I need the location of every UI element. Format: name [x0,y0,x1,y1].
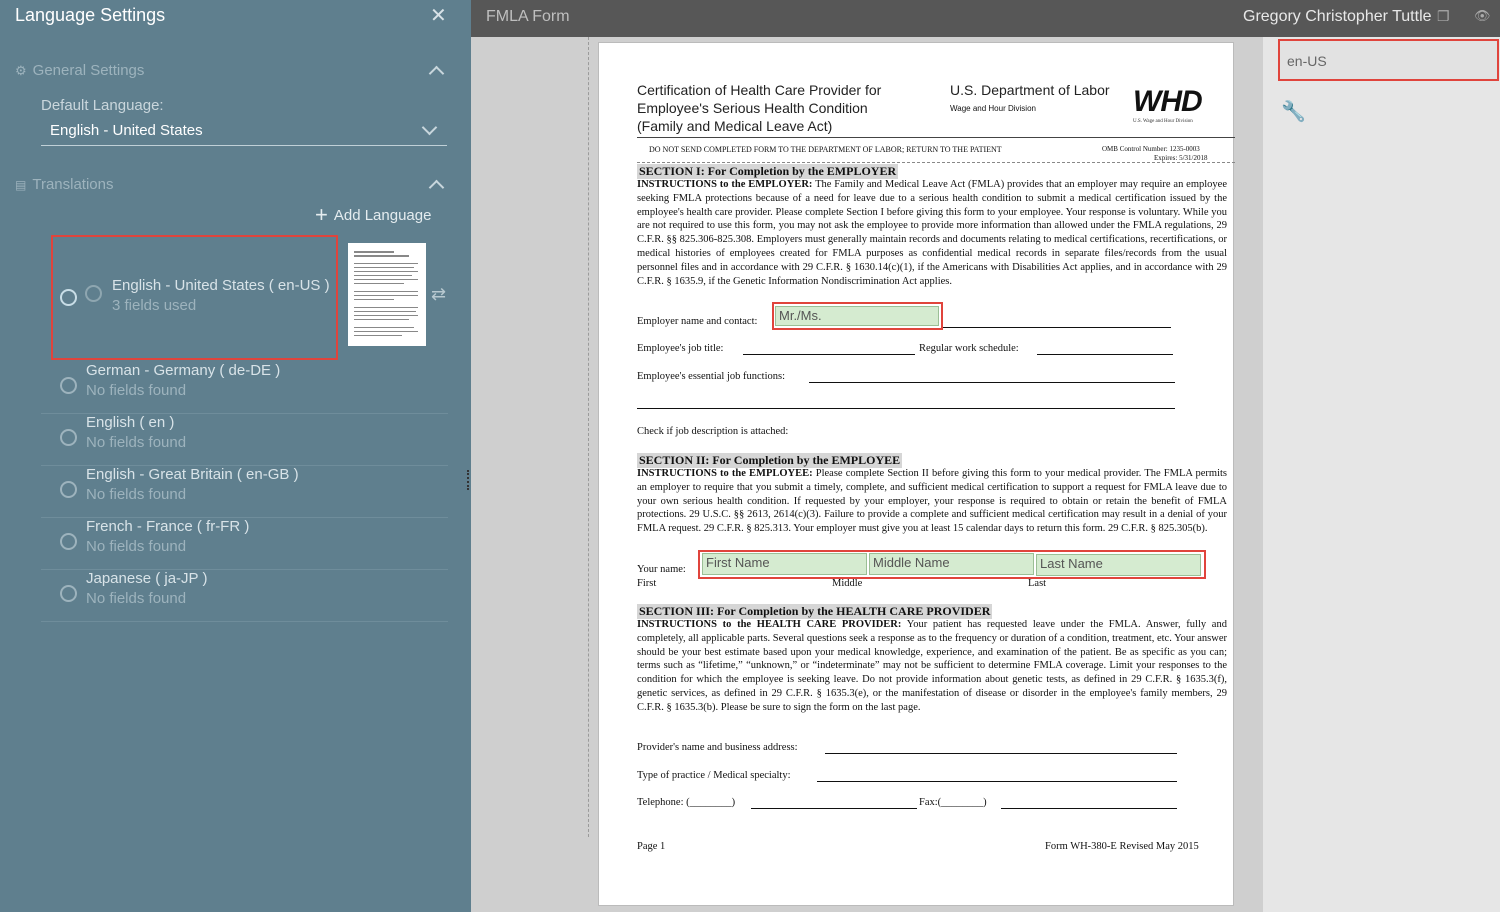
language-radio[interactable] [60,481,77,498]
language-name: French - France ( fr-FR ) [86,518,250,535]
collapse-general-icon[interactable] [429,66,445,82]
header-line: (Family and Medical Leave Act) [637,118,833,134]
chevron-down-icon [422,120,438,136]
expiry-date: Expires: 5/31/2018 [1154,154,1208,162]
user-name[interactable]: Gregory Christopher Tuttle [1243,8,1432,25]
last-caption: Last [1028,578,1047,589]
language-radio[interactable] [60,585,77,602]
language-row-en[interactable] [41,414,448,466]
middle-caption: Middle [832,578,863,589]
field-highlight [772,302,943,330]
top-bar [471,0,1500,37]
properties-panel [1263,37,1500,912]
return-notice: DO NOT SEND COMPLETED FORM TO THE DEPARTMENT OF LABOR; RETURN TO THE PATIENT [649,145,1002,154]
default-language-label: Default Language: [41,97,164,114]
provider-label: Provider's name and business address: [637,742,798,753]
section-3-instructions [637,618,1227,730]
general-settings-header[interactable] [15,62,144,79]
eye-icon[interactable]: 👁 [1474,8,1491,23]
collapse-translations-icon[interactable] [429,180,445,196]
section-1-lead: INSTRUCTIONS to the EMPLOYER: [637,179,813,190]
job-title-label: Employee's job title: [637,343,724,354]
practice-label: Type of practice / Medical specialty: [637,770,791,781]
language-fields-count: 3 fields used [112,297,197,314]
language-fields-count: No fields found [86,382,187,399]
language-name: Japanese ( ja-JP ) [86,570,208,587]
last-name-field[interactable]: Last Name [1036,554,1201,576]
form-thumbnail[interactable] [348,243,426,346]
language-radio[interactable] [60,429,77,446]
language-name: English - Great Britain ( en-GB ) [86,466,299,483]
fax-label: Fax:(________) [919,797,987,808]
wrench-icon[interactable]: 🔧 [1281,101,1306,123]
job-functions-label: Employee's essential job functions: [637,371,785,382]
language-row-en-gb[interactable] [41,466,448,518]
document-page [598,42,1234,906]
logo-subtitle: U.S. Wage and Hour Division [1133,119,1193,124]
panel-resize-handle[interactable] [467,470,470,490]
language-radio[interactable] [60,533,77,550]
plus-icon: + [315,202,328,227]
document-canvas [471,37,1263,912]
department-name: U.S. Department of Labor [950,82,1110,98]
translations-icon: ▤ [15,177,27,192]
form-title: FMLA Form [486,8,570,25]
add-language-label: Add Language [333,206,432,224]
locale-indicator[interactable] [1278,39,1499,81]
section-3-lead: INSTRUCTIONS to the HEALTH CARE PROVIDER: [637,619,902,630]
name-fields-highlight [698,550,1206,579]
language-fields-count: No fields found [86,486,187,503]
header-line: Employee's Serious Health Condition [637,100,868,116]
form-id: Form WH-380-E Revised May 2015 [1045,841,1199,852]
first-caption: First [637,578,657,589]
close-icon[interactable]: ✕ [430,5,447,27]
job-description-check-label: Check if job description is attached: [637,426,789,437]
locale-value: en-US [1287,53,1327,69]
language-fields-count: No fields found [86,434,187,451]
page-guide-line [588,37,591,837]
globe-icon [85,285,102,302]
telephone-label: Telephone: (________) [637,797,736,808]
language-row-en-us[interactable] [59,275,334,315]
language-radio-selected[interactable] [60,289,77,306]
language-name: German - Germany ( de-DE ) [86,362,281,379]
language-fields-count: No fields found [86,538,187,555]
default-language-select[interactable] [41,119,447,146]
translations-label: Translations [32,176,114,193]
middle-name-field[interactable]: Middle Name [869,553,1034,575]
section-2-heading: SECTION II: For Completion by the EMPLOYEE [639,453,901,467]
section-1-text: The Family and Medical Leave Act (FMLA) provides that an employer may require an employee seeking FMLA protections because of a need for leave due to a serious health condition to submit a medical certification issued by the employee's health care provider. Please complete Section I before giving this form to your employee. Your response is voluntary. While you are not required to use this form, you may not ask the employee to provide more information than allowed under the FMLA regulations, 29 C.F.R. §§ 825.306-825.308. Employers must generally maintain records and documents relating to medical certifications, recertifications, or medical histories of employees created for FMLA purposes as confidential medical records in separate files/records from the usual personnel files and in accordance with 29 C.F.R. § 1630.14(c)(1), if the Americans with Disabilities Act applies, and in accordance with 29 C.F.R. § 1635.9, if the Genetic Information Nondiscrimination Act applies. [637,179,1227,287]
general-settings-label: General Settings [32,62,145,79]
language-radio[interactable] [60,377,77,394]
form-header-title [637,81,881,135]
section-1-heading: SECTION I: For Completion by the EMPLOYER [639,164,897,178]
employer-name-field[interactable]: Mr./Ms. [775,306,939,326]
schedule-label: Regular work schedule: [919,343,1019,354]
page-number: Page 1 [637,841,666,852]
panel-title: Language Settings [15,5,166,25]
add-language-button[interactable] [315,202,432,227]
employer-label: Employer name and contact: [637,316,758,327]
language-name: English ( en ) [86,414,175,431]
first-name-field[interactable]: First Name [702,553,867,575]
your-name-label: Your name: [637,564,686,575]
language-settings-panel [0,0,471,912]
omb-number: OMB Control Number: 1235-0003 [1102,145,1200,153]
whd-logo: WHD [1133,85,1202,118]
translations-header[interactable] [15,176,114,193]
language-row-ja-jp[interactable] [41,570,448,622]
language-fields-count: No fields found [86,590,187,607]
gear-icon: ⚙ [15,62,27,78]
language-row-fr-fr[interactable] [41,518,448,570]
section-3-text: Your patient has requested leave under the FMLA. Answer, fully and completely, all applicable parts. Several questions seek a response as to the frequency or duration of a condition, treatment, etc. Your answer should be your best estimate based upon your medical knowledge, experience, and examination of the patient. Be as specific as you can; terms such as “lifetime,” “unknown,” or “indeterminate” may not be sufficient to determine FMLA coverage. Limit your responses to the condition for which the employee is seeking leave. Do not provide information about genetic tests, as defined in 29 C.F.R. § 1635.3(f), genetic services, as defined in 29 C.F.R. § 1635.3(e), or the manifestation of disease or disorder in the employee's family members, 29 C.F.R. § 1635.3(b). Please be sure to sign the form on the last page. [637,619,1227,713]
language-row-de-de[interactable] [41,362,448,414]
default-language-value: English - United States [50,122,203,139]
window-icon[interactable]: ❐ [1437,8,1450,24]
section-3-heading: SECTION III: For Completion by the HEALTH CARE PROVIDER [639,604,991,618]
language-name: English - United States ( en-US ) [112,277,330,294]
header-line: Certification of Health Care Provider for [637,82,882,98]
division-name: Wage and Hour Division [950,104,1036,113]
section-2-instructions [637,467,1227,551]
section-2-text: Please complete Section II before giving this form to your medical provider. The FMLA permits an employer to require that you submit a timely, complete, and sufficient medical certification to support a request for FMLA leave due to your own serious health condition. If requested by your employer, your response is required to obtain or retain the benefit of FMLA protections. 29 U.S.C. §§ 2613, 2614(c)(3). Failure to provide a complete and sufficient medical certification may result in a denial of your FMLA request. 29 C.F.R. § 825.313. Your employer must give you at least 15 calendar days to return this form. 29 C.F.R. § 825.305(b). [637,468,1227,535]
swap-icon[interactable]: ⇄ [431,284,447,304]
section-1-instructions [637,178,1227,302]
section-2-lead: INSTRUCTIONS to the EMPLOYEE: [637,468,813,479]
